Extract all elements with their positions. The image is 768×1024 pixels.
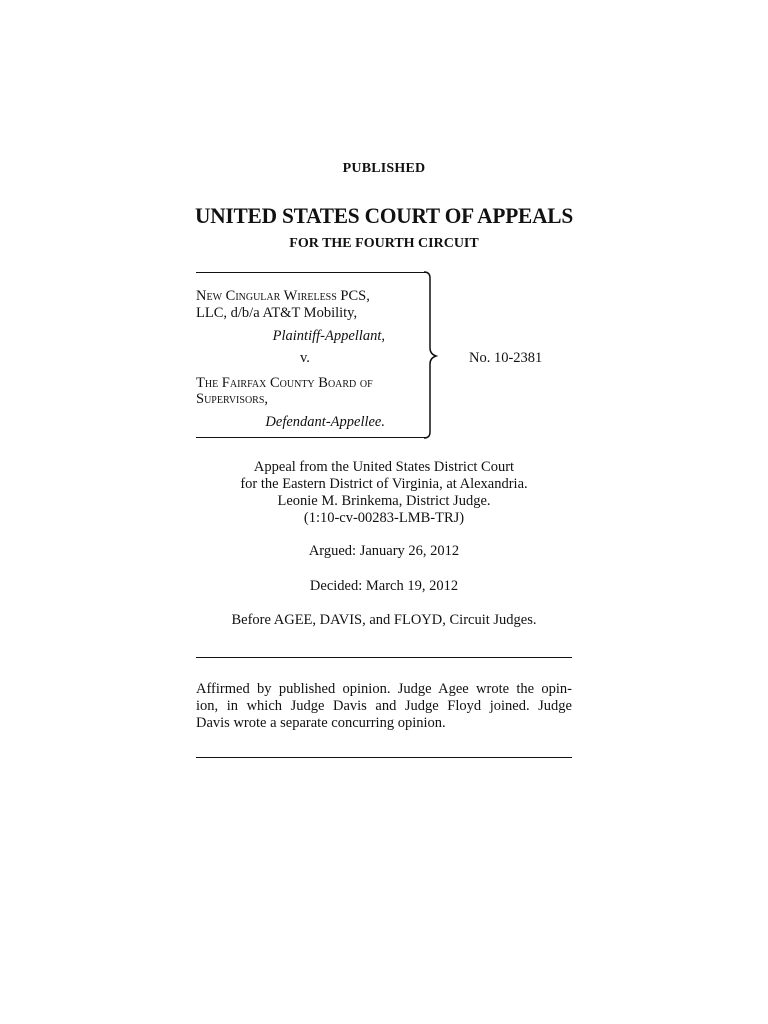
appeal-line: Appeal from the United States District Court xyxy=(253,459,515,475)
court-title: UNITED STATES COURT OF APPEALS xyxy=(194,203,574,228)
decided-date: Decided: March 19, 2012 xyxy=(309,578,459,594)
defendant-name-line1: The Fairfax County Board of xyxy=(196,375,373,391)
caption-brace xyxy=(420,270,444,440)
disposition-line: ion, in which Judge Davis and Judge Floyd joined. Judge xyxy=(196,698,572,714)
divider-rule xyxy=(196,657,572,658)
disposition-line: Davis wrote a separate concurring opinion. xyxy=(196,715,446,731)
plaintiff-role: Plaintiff-Appellant, xyxy=(272,328,385,344)
disposition-paragraph xyxy=(196,681,572,732)
circuit-title: FOR THE FOURTH CIRCUIT xyxy=(289,236,479,251)
appeal-info xyxy=(0,459,768,527)
appeal-line: (1:10-cv-00283-LMB-TRJ) xyxy=(303,510,465,526)
divider-rule xyxy=(196,757,572,758)
argued-date: Argued: January 26, 2012 xyxy=(308,543,460,559)
caption-top-rule xyxy=(196,272,428,273)
appeal-line: for the Eastern District of Virginia, at Alexandria. xyxy=(240,476,528,492)
panel-judges: Before AGEE, DAVIS, and FLOYD, Circuit Judges. xyxy=(231,612,537,628)
caption-bottom-rule xyxy=(196,437,428,438)
published-label: PUBLISHED xyxy=(342,161,426,176)
defendant-role: Defendant-Appellee. xyxy=(265,414,385,430)
case-number: No. 10-2381 xyxy=(469,350,543,366)
versus: v. xyxy=(300,350,310,366)
defendant-name-line2: Supervisors, xyxy=(196,391,269,407)
plaintiff-name-line2: LLC, d/b/a AT&T Mobility, xyxy=(196,305,358,321)
disposition-line: Affirmed by published opinion. Judge Agee wrote the opin- xyxy=(196,681,572,697)
plaintiff-name-line1: New Cingular Wireless PCS, xyxy=(196,288,370,304)
appeal-line: Leonie M. Brinkema, District Judge. xyxy=(277,493,491,509)
